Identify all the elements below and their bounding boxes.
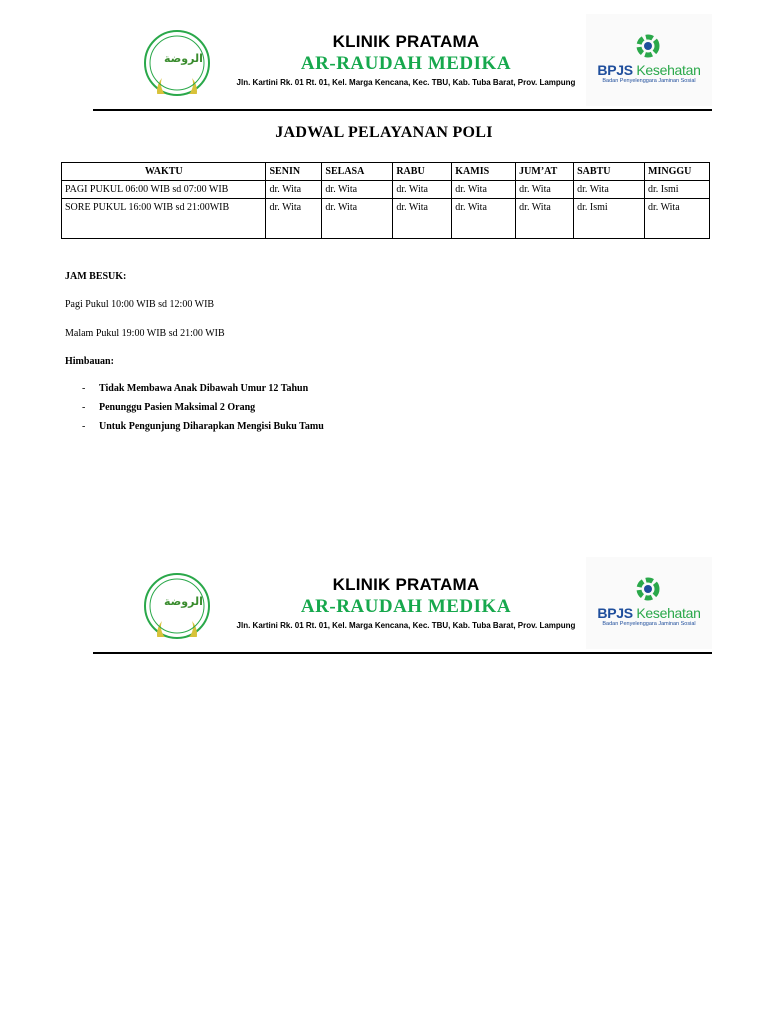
table-cell: dr. Wita (516, 181, 574, 199)
clinic-logo (144, 573, 210, 639)
logo-arabic-text: الروضة (164, 595, 203, 608)
bpjs-brand-kesehatan: Kesehatan (636, 605, 701, 621)
schedule-table (61, 162, 710, 239)
table-row (62, 199, 710, 239)
table-cell: dr. Wita (516, 199, 574, 239)
table-cell: dr. Wita (393, 181, 452, 199)
column-header: SABTU (574, 163, 645, 181)
column-header: JUM’AT (516, 163, 574, 181)
table-header-row (62, 163, 710, 181)
notice-heading: Himbauan: (65, 356, 114, 367)
list-bullet: - (82, 383, 86, 394)
column-header: RABU (393, 163, 452, 181)
column-header: SENIN (266, 163, 322, 181)
bpjs-name (586, 62, 712, 78)
header-divider (93, 652, 712, 654)
table-cell: dr. Wita (452, 181, 516, 199)
column-header: MINGGU (645, 163, 710, 181)
clinic-type: KLINIK PRATAMA (332, 575, 480, 594)
clinic-type: KLINIK PRATAMA (332, 32, 480, 51)
table-cell: dr. Ismi (574, 199, 645, 239)
table-cell: dr. Ismi (645, 181, 710, 199)
bpjs-name (586, 605, 712, 621)
bpjs-logo (586, 14, 712, 106)
list-item-text: Tidak Membawa Anak Dibawah Umur 12 Tahun (99, 383, 309, 394)
clinic-logo (144, 30, 210, 96)
list-item-text: Untuk Pengunjung Diharapkan Mengisi Buku Tamu (99, 421, 324, 432)
list-bullet: - (82, 421, 86, 432)
table-cell: dr. Wita (322, 199, 393, 239)
list-bullet: - (82, 402, 86, 413)
clinic-name: AR-RAUDAH MEDIKA (300, 53, 512, 74)
clinic-address: Jln. Kartini Rk. 01 Rt. 01, Kel. Marga Kencana, Kec. TBU, Kab. Tuba Barat, Prov. Lampung (236, 78, 576, 87)
table-cell: dr. Wita (266, 199, 322, 239)
table-row (62, 181, 710, 199)
bpjs-emblem-icon (634, 32, 662, 60)
table-cell: dr. Wita (322, 181, 393, 199)
table-cell: dr. Wita (266, 181, 322, 199)
header-divider (93, 109, 712, 111)
bpjs-emblem-icon (634, 575, 662, 603)
bpjs-logo (586, 557, 712, 649)
bpjs-brand: BPJS (597, 62, 633, 78)
visiting-hours-heading: JAM BESUK: (65, 271, 127, 282)
column-header: SELASA (322, 163, 393, 181)
document-title: JADWAL PELAYANAN POLI (275, 124, 493, 141)
bpjs-brand: BPJS (597, 605, 633, 621)
visiting-hours-evening: Malam Pukul 19:00 WIB sd 21:00 WIB (65, 328, 225, 339)
letterhead (0, 557, 768, 657)
bpjs-subtitle: Badan Penyelenggara Jaminan Sosial (602, 621, 696, 627)
visiting-hours-morning: Pagi Pukul 10:00 WIB sd 12:00 WIB (65, 299, 215, 310)
logo-arabic-text: الروضة (164, 52, 203, 65)
bpjs-subtitle: Badan Penyelenggara Jaminan Sosial (602, 78, 696, 84)
letterhead (0, 14, 768, 114)
clinic-address: Jln. Kartini Rk. 01 Rt. 01, Kel. Marga Kencana, Kec. TBU, Kab. Tuba Barat, Prov. Lampung (236, 621, 576, 630)
table-cell: dr. Wita (574, 181, 645, 199)
table-cell: SORE PUKUL 16:00 WIB sd 21:00WIB (62, 199, 266, 239)
table-cell: dr. Wita (452, 199, 516, 239)
table-cell: dr. Wita (393, 199, 452, 239)
letterhead-text (222, 32, 590, 89)
list-item-text: Penunggu Pasien Maksimal 2 Orang (99, 402, 256, 413)
column-header: WAKTU (62, 163, 266, 181)
bpjs-brand-kesehatan: Kesehatan (636, 62, 701, 78)
table-cell: dr. Wita (645, 199, 710, 239)
table-cell: PAGI PUKUL 06:00 WIB sd 07:00 WIB (62, 181, 266, 199)
clinic-name: AR-RAUDAH MEDIKA (300, 596, 512, 617)
letterhead-text (222, 575, 590, 632)
column-header: KAMIS (452, 163, 516, 181)
